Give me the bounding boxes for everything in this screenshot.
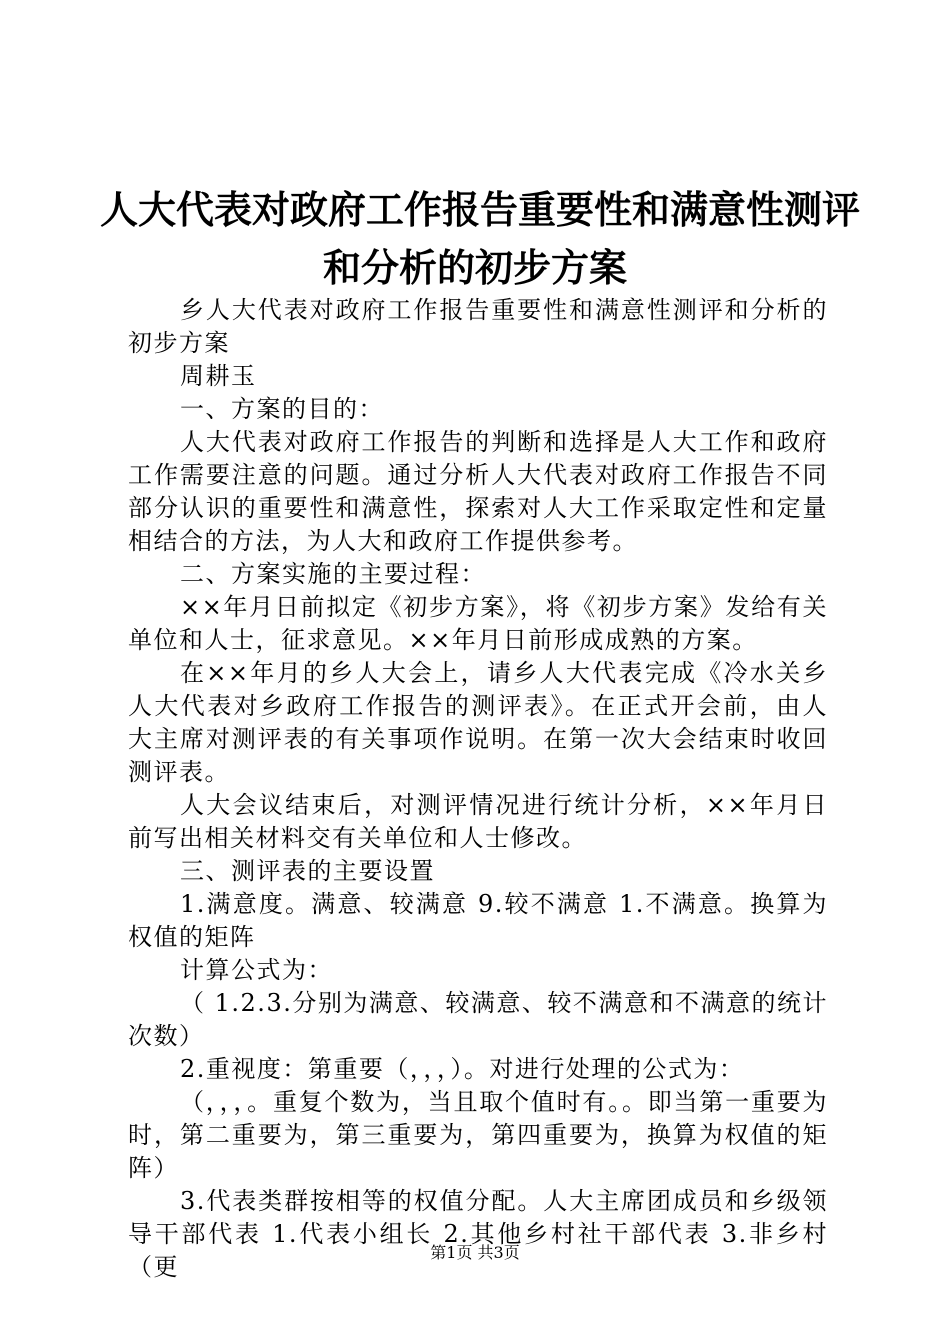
- document-body: [128, 294, 828, 1284]
- paragraph-process-3: 人大会议结束后，对测评情况进行统计分析，××年月日前写出相关材料交有关单位和人士修改。: [128, 791, 828, 852]
- paragraph-formula-label: 计算公式为：: [180, 956, 333, 984]
- paragraph-subtitle: 乡人大代表对政府工作报告重要性和满意性测评和分析的初步方案: [128, 296, 828, 357]
- document-title-line-2: 和分析的初步方案: [322, 245, 627, 290]
- section-heading-settings: 三、测评表的主要设置: [180, 857, 435, 885]
- paragraph-process-1: ××年月日前拟定《初步方案》，将《初步方案》发给有关单位和人士，征求意见。××年月日前形成成熟的方案。: [128, 593, 828, 654]
- paragraph-purpose: 人大代表对政府工作报告的判断和选择是人大工作和政府工作需要注意的问题。通过分析人大代表对政府工作报告不同部分认识的重要性和满意性，探索对人大工作采取定性和定量相结合的方法，为人大和政府工作提供参考。: [128, 428, 828, 555]
- paragraph-satisfaction: 1.满意度。满意、较满意 9.较不满意 1.不满意。换算为权值的矩阵: [128, 890, 828, 951]
- section-heading-purpose: 一、方案的目的：: [180, 395, 384, 423]
- paragraph-author: 周耕玉: [180, 362, 257, 390]
- paragraph-weights: 3.代表类群按相等的权值分配。人大主席团成员和乡级领导干部代表 1.代表小组长 2.其他乡村社干部代表 3.非乡村（更: [128, 1187, 828, 1281]
- page-footer: 第1页 共3页: [430, 1243, 520, 1262]
- paragraph-importance-note: （，，，。重复个数为，当且取个值时有。。即当第一重要为时，第二重要为，第三重要为，第四重要为，换算为权值的矩阵）: [128, 1088, 828, 1182]
- paragraph-formula-note: （ 1.2.3.分别为满意、较满意、较不满意和不满意的统计次数）: [128, 989, 828, 1050]
- paragraph-process-2: 在××年月的乡人大会上，请乡人大代表完成《冷水关乡人大代表对乡政府工作报告的测评表》。在正式开会前，由人大主席对测评表的有关事项作说明。在第一次大会结束时收回测评表。: [128, 659, 828, 786]
- section-heading-process: 二、方案实施的主要过程：: [180, 560, 486, 588]
- document-title-line-1: 人大代表对政府工作报告重要性和满意性测评: [100, 187, 861, 232]
- paragraph-importance: 2.重视度：第重要（，，，）。对进行处理的公式为：: [180, 1055, 745, 1083]
